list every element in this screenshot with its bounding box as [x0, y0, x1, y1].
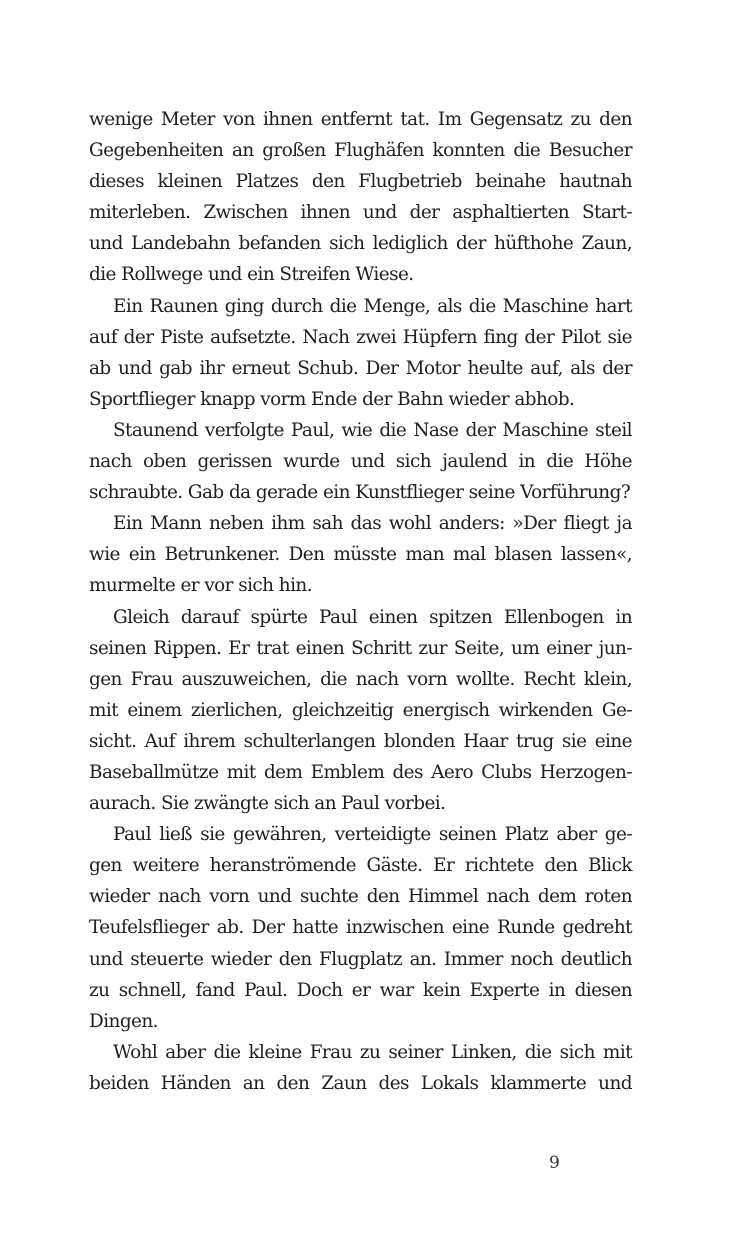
text-line: ab und gab ihr erneut Schub. Der Motor heulte auf, als der [89, 357, 632, 379]
text-line: Ein Raunen ging durch die Menge, als die Maschine hart [113, 295, 632, 317]
text-line: murmelte er vor sich hin. [89, 575, 312, 597]
text-line: Gegebenheiten an großen Flughäfen konnten die Besucher [89, 140, 632, 162]
text-line: wieder nach vorn und suchte den Himmel nach dem roten [89, 886, 632, 908]
page-number: 9 [549, 1153, 560, 1173]
text-line: wie ein Betrunkener. Den müsste man mal blasen lassen«, [89, 544, 632, 566]
text-line: Sportflieger knapp vorm Ende der Bahn wieder abhob. [89, 388, 575, 410]
text-line: Paul ließ sie gewähren, verteidigte seinen Platz aber ge- [113, 824, 632, 846]
text-line: schraubte. Gab da gerade ein Kunstflieger seine Vorführung? [89, 482, 631, 504]
paragraph [89, 602, 632, 820]
paragraph [89, 415, 632, 508]
text-line: wenige Meter von ihnen entfernt tat. Im Gegensatz zu den [89, 109, 632, 130]
text-line: mit einem zierlichen, gleichzeitig energisch wirkenden Ge- [89, 699, 632, 721]
text-line: und Landebahn befanden sich lediglich der hüfthohe Zaun, [89, 233, 632, 255]
text-line: nach oben gerissen wurde und sich jaulend in die Höhe [89, 451, 632, 473]
body-text [89, 104, 632, 1099]
text-line: Dingen. [89, 1010, 158, 1032]
text-line: beiden Händen an den Zaun des Lokals klammerte und [89, 1072, 632, 1094]
text-line: gen weitere heranströmende Gäste. Er richtete den Blick [89, 855, 632, 877]
text-line: dieses kleinen Platzes den Flugbetrieb beinahe hautnah [89, 171, 632, 193]
paragraph [89, 104, 632, 291]
text-line: Gleich darauf spürte Paul einen spitzen Ellenbogen in [113, 606, 632, 628]
text-line: Teufelsflieger ab. Der hatte inzwischen eine Runde gedreht [89, 917, 632, 939]
paragraph [89, 291, 632, 415]
text-line: auf der Piste aufsetzte. Nach zwei Hüpfern fing der Pilot sie [89, 326, 632, 348]
text-line: Baseballmütze mit dem Emblem des Aero Clubs Herzogen- [89, 761, 632, 783]
text-line: gen Frau auszuweichen, die nach vorn wollte. Recht klein, [89, 668, 632, 690]
text-line: die Rollwege und ein Streifen Wiese. [89, 264, 414, 286]
text-line: seinen Rippen. Er trat einen Schritt zur Seite, um einer jun- [89, 637, 632, 659]
text-line: Staunend verfolgte Paul, wie die Nase der Maschine steil [113, 419, 632, 441]
text-line: Ein Mann neben ihm sah das wohl anders: »Der fliegt ja [113, 513, 632, 535]
paragraph [89, 1037, 632, 1099]
text-line: sicht. Auf ihrem schulterlangen blonden Haar trug sie eine [89, 730, 632, 752]
text-line: Wohl aber die kleine Frau zu seiner Linken, die sich mit [113, 1041, 632, 1063]
text-line: aurach. Sie zwängte sich an Paul vorbei. [89, 793, 446, 815]
paragraph [89, 819, 632, 1037]
text-line: und steuerte wieder den Flugplatz an. Immer noch deutlich [89, 948, 632, 970]
text-line: zu schnell, fand Paul. Doch er war kein Experte in diesen [89, 979, 632, 1001]
paragraph [89, 508, 632, 601]
text-line: miterleben. Zwischen ihnen und der asphaltierten Start- [89, 202, 632, 224]
